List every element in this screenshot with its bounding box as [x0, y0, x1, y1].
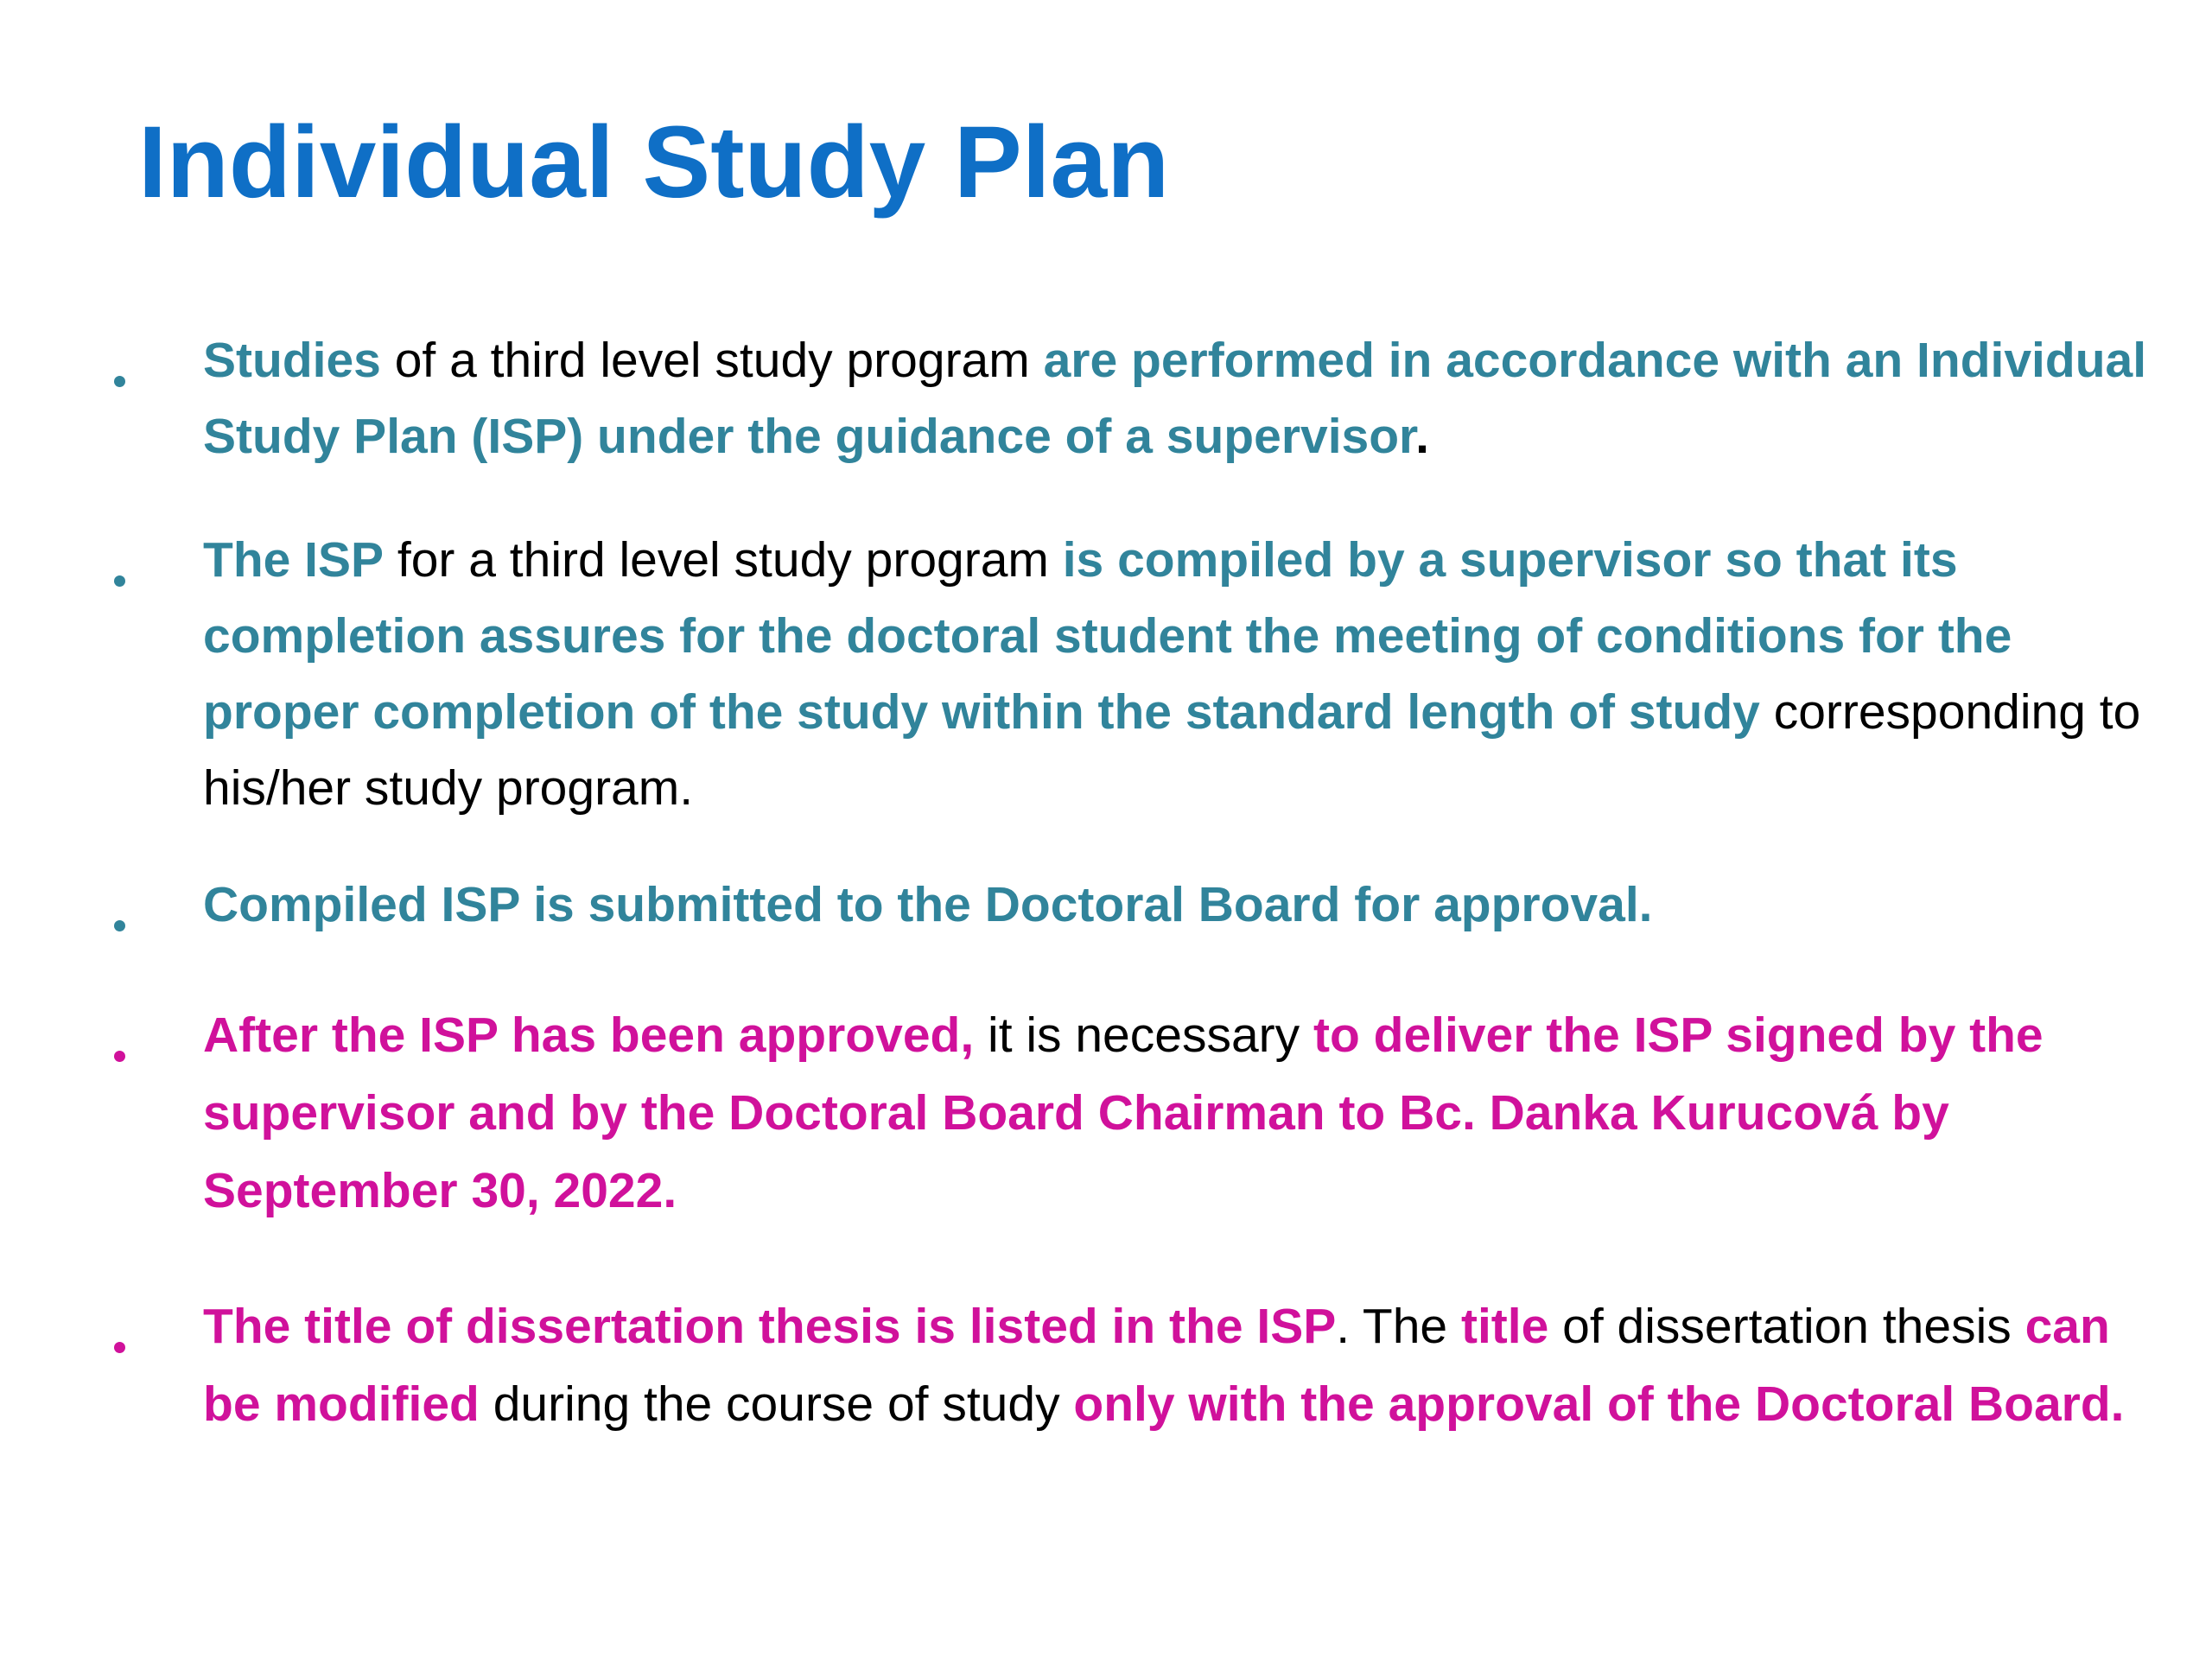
bullet-text: [203, 867, 2164, 943]
bullet-text-highlight: is compiled by a supervisor so that its completion assures for the doctoral student the meeting of conditions for the proper completion of the study within the standard length of study: [203, 532, 2012, 740]
bullet-dot-icon: [114, 888, 140, 914]
bullet-text: [203, 322, 2164, 474]
bullet-text-highlight: Compiled ISP is submitted to the Doctoral Board for approval.: [203, 877, 1653, 932]
bullet-text: [203, 996, 2164, 1230]
slide-title: Individual Study Plan: [138, 105, 1170, 219]
bullet-dot-icon: [114, 1310, 140, 1336]
bullet-text-highlight: The title of dissertation thesis is listed in the ISP: [203, 1299, 1337, 1354]
bullet-text-highlight: After the ISP has been approved,: [203, 1007, 975, 1063]
bullet-text-plain: . The: [1336, 1299, 1461, 1354]
bullet-text-plain: .: [1415, 409, 1429, 464]
bullet-text-highlight: are performed in accordance with an Individual Study Plan (ISP) under the guidance of a supervisor: [203, 333, 2147, 464]
bullet-text-plain: during the course of study: [479, 1376, 1074, 1432]
bullet-text: [203, 522, 2164, 826]
bullet-text-highlight: can be modified: [203, 1299, 2110, 1432]
bullet-text-plain: of dissertation thesis: [1548, 1299, 2025, 1354]
bullet-text-highlight: only with the approval of the Doctoral Board.: [1073, 1376, 2125, 1432]
bullet-text-highlight: title: [1460, 1299, 1549, 1354]
bullet-text-plain: corresponding to his/her study program.: [203, 684, 2141, 816]
bullet-text-plain: of a third level study program: [380, 333, 1044, 388]
bullet-dot-icon: [114, 543, 140, 569]
bullet-text-plain: for a third level study program: [384, 532, 1063, 588]
bullet-text-highlight: The ISP: [203, 532, 385, 588]
bullet-text-highlight: to deliver the ISP signed by the supervisor and by the Doctoral Board Chairman to Bc. Danka Kurucová by September 30, 2022.: [203, 1007, 2044, 1218]
bullet-dot-icon: [114, 1019, 140, 1045]
bullet-text-plain: it is necessary: [974, 1007, 1313, 1063]
bullet-text: [203, 1287, 2164, 1443]
bullet-dot-icon: [114, 344, 140, 370]
bullet-text-highlight: Studies: [203, 333, 381, 388]
